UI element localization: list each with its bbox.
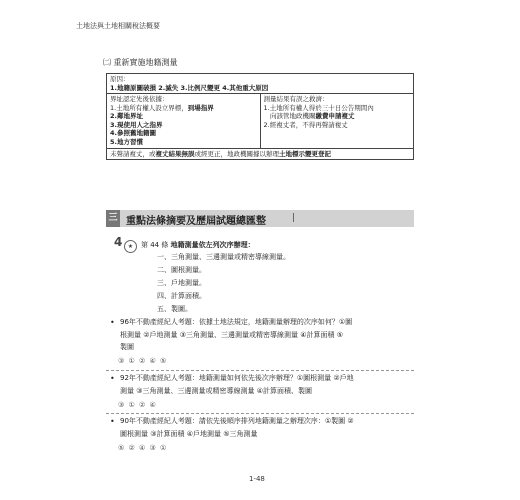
boundary-line-5: 5.地方習慣	[110, 138, 143, 147]
footer-cell	[107, 148, 414, 160]
reason-items: 1.地籍原圖破損 2.滅失 3.比例尺變更 4.其他重大原因	[110, 83, 269, 92]
exam-line: 製圖	[120, 343, 134, 352]
importance-badge	[114, 237, 136, 255]
page-number: 1-48	[249, 475, 265, 483]
exam-line: 圖根測量 ③計算面積 ④戶地測量 ⑤三角測量	[120, 429, 258, 438]
article-label: 第 44 條	[141, 241, 169, 249]
boundary-line-4: 4.參照舊地籍圖	[110, 129, 156, 138]
exam-line: 90年不動產經紀人考題：請依先後順序排列地籍測量之辦理次序：①製圖 ②	[120, 417, 354, 425]
article-title: 地籍測量依左列次序辦理：	[170, 241, 255, 249]
star-icon: ★	[124, 240, 137, 253]
article-heading	[141, 240, 255, 250]
exam-bullet: •	[110, 374, 115, 383]
boundary-line-1: 1.土地所有權人設立界標，到場指界	[110, 103, 214, 112]
divider	[106, 413, 414, 414]
article-item: 四、計算面積。	[157, 292, 206, 300]
divider	[106, 370, 414, 371]
remedy-title: 測量結果有誤之救濟：	[263, 95, 329, 104]
exam-question-2	[120, 372, 415, 397]
banner-title: 重點法條摘要及歷屆試題總匯整	[126, 216, 266, 227]
exam-bullet: •	[110, 318, 115, 327]
article-item: 三、戶地測量。	[157, 279, 206, 287]
exam-answer-1: ③ ① ② ④ ⑤	[118, 357, 168, 365]
exam-line: 92年不動產經紀人考題：地籍測量如何依先後次序辦理？①圖根測量 ②戶地	[120, 374, 354, 382]
article-item: 一、三角測量、三邊測量或精密導線測量。	[157, 253, 290, 261]
banner-number: 三	[106, 210, 120, 227]
remedy-line-3: 2.經複丈者，不得再聲請複丈	[263, 120, 348, 129]
section-heading: ㈡ 重新實施地籍測量	[103, 58, 178, 67]
article-item: 二、圖根測量。	[157, 266, 206, 274]
remedy-line-2: 向該管地政機關繳費申請複丈	[263, 112, 355, 121]
exam-answer-2: ③ ① ② ④	[118, 401, 157, 409]
banner-bar: |	[292, 213, 296, 223]
exam-question-3	[120, 415, 415, 440]
footer-text: 未聲請複丈，或複丈結果無誤或經更正，地政機關據以辦理土地標示變更登記	[110, 149, 331, 158]
reason-title: 原因：	[110, 75, 130, 83]
remedy-line-1: 1.土地所有權人得於三十日公告期間內	[263, 103, 374, 112]
section-banner	[106, 210, 414, 227]
exam-bullet: •	[110, 417, 115, 426]
exam-line: 96年不動產經紀人考題：依據土地法規定，地籍測量辦理的次序如何？①圖	[120, 318, 353, 326]
reason-cell	[107, 74, 414, 94]
remedy-cell	[260, 94, 414, 148]
article-item: 五、製圖。	[157, 305, 192, 313]
exam-line: 測量 ③三角測量、三邊測量或精密導線測量 ④計算面積、製圖	[120, 386, 313, 395]
exam-question-1	[120, 316, 415, 354]
boundary-cell	[107, 94, 261, 148]
running-header: 土地法與土地相關稅法概要	[76, 22, 160, 30]
exam-answer-3: ⑤ ② ④ ③ ①	[118, 444, 168, 452]
exam-line: 根測量 ②戶地測量 ③三角測量、三邊測量或精密導線測量 ④計算面積 ⑤	[120, 330, 344, 339]
boundary-line-2: 2.鄰地界址	[110, 112, 143, 121]
boundary-title: 界址認定先後依據：	[110, 95, 169, 104]
boundary-line-3: 3.現使用人之指界	[110, 120, 163, 129]
summary-table	[106, 73, 414, 160]
badge-number: 4	[114, 235, 123, 249]
